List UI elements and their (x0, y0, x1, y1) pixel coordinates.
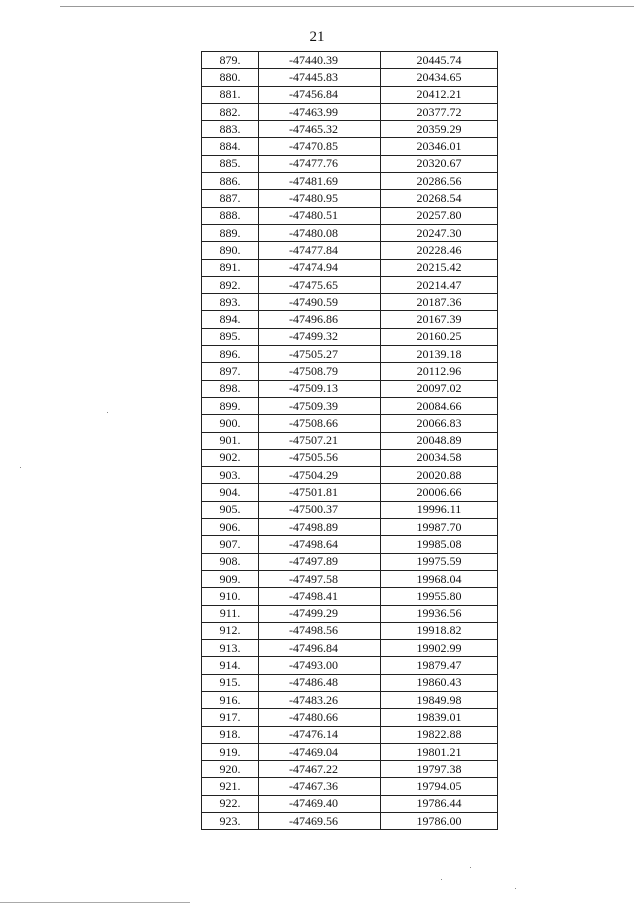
coordinates-table-body (202, 52, 498, 830)
x-coordinate-cell: -47490.59 (259, 294, 381, 311)
table-row (202, 622, 498, 639)
y-coordinate-cell: 19985.08 (381, 536, 498, 553)
table-row (202, 155, 498, 172)
point-number-cell: 900. (202, 415, 259, 432)
y-coordinate-cell: 20139.18 (381, 346, 498, 363)
point-number-cell: 907. (202, 536, 259, 553)
table-row (202, 778, 498, 795)
table-row (202, 103, 498, 120)
y-coordinate-cell: 19801.21 (381, 743, 498, 760)
table-row (202, 121, 498, 138)
y-coordinate-cell: 19797.38 (381, 761, 498, 778)
table-row (202, 795, 498, 812)
x-coordinate-cell: -47474.94 (259, 259, 381, 276)
x-coordinate-cell: -47501.81 (259, 484, 381, 501)
table-row (202, 207, 498, 224)
table-row (202, 276, 498, 293)
scan-speck (107, 412, 108, 413)
y-coordinate-cell: 20228.46 (381, 242, 498, 259)
point-number-cell: 888. (202, 207, 259, 224)
table-row (202, 294, 498, 311)
point-number-cell: 901. (202, 432, 259, 449)
table-row (202, 743, 498, 760)
table-row (202, 449, 498, 466)
x-coordinate-cell: -47508.79 (259, 363, 381, 380)
scan-speck (441, 879, 442, 880)
table-row (202, 173, 498, 190)
point-number-cell: 890. (202, 242, 259, 259)
scan-speck (20, 467, 21, 468)
point-number-cell: 905. (202, 501, 259, 518)
table-row (202, 674, 498, 691)
y-coordinate-cell: 19936.56 (381, 605, 498, 622)
x-coordinate-cell: -47445.83 (259, 69, 381, 86)
x-coordinate-cell: -47476.14 (259, 726, 381, 743)
y-coordinate-cell: 19860.43 (381, 674, 498, 691)
point-number-cell: 879. (202, 52, 259, 69)
y-coordinate-cell: 20097.02 (381, 380, 498, 397)
y-coordinate-cell: 20377.72 (381, 103, 498, 120)
x-coordinate-cell: -47469.04 (259, 743, 381, 760)
point-number-cell: 896. (202, 346, 259, 363)
point-number-cell: 884. (202, 138, 259, 155)
x-coordinate-cell: -47500.37 (259, 501, 381, 518)
x-coordinate-cell: -47477.76 (259, 155, 381, 172)
table-row (202, 467, 498, 484)
x-coordinate-cell: -47467.22 (259, 761, 381, 778)
table-row (202, 397, 498, 414)
y-coordinate-cell: 20215.42 (381, 259, 498, 276)
x-coordinate-cell: -47486.48 (259, 674, 381, 691)
y-coordinate-cell: 20434.65 (381, 69, 498, 86)
y-coordinate-cell: 19902.99 (381, 640, 498, 657)
x-coordinate-cell: -47480.66 (259, 709, 381, 726)
y-coordinate-cell: 20112.96 (381, 363, 498, 380)
x-coordinate-cell: -47480.08 (259, 224, 381, 241)
point-number-cell: 881. (202, 86, 259, 103)
point-number-cell: 906. (202, 519, 259, 536)
y-coordinate-cell: 20412.21 (381, 86, 498, 103)
y-coordinate-cell: 19822.88 (381, 726, 498, 743)
point-number-cell: 913. (202, 640, 259, 657)
y-coordinate-cell: 20066.83 (381, 415, 498, 432)
x-coordinate-cell: -47498.41 (259, 588, 381, 605)
table-row (202, 726, 498, 743)
table-row (202, 640, 498, 657)
y-coordinate-cell: 19794.05 (381, 778, 498, 795)
y-coordinate-cell: 20034.58 (381, 449, 498, 466)
x-coordinate-cell: -47504.29 (259, 467, 381, 484)
table-row (202, 813, 498, 830)
point-number-cell: 921. (202, 778, 259, 795)
x-coordinate-cell: -47477.84 (259, 242, 381, 259)
point-number-cell: 895. (202, 328, 259, 345)
point-number-cell: 918. (202, 726, 259, 743)
y-coordinate-cell: 20160.25 (381, 328, 498, 345)
table-row (202, 691, 498, 708)
table-row (202, 501, 498, 518)
y-coordinate-cell: 20084.66 (381, 397, 498, 414)
point-number-cell: 908. (202, 553, 259, 570)
x-coordinate-cell: -47440.39 (259, 52, 381, 69)
y-coordinate-cell: 20020.88 (381, 467, 498, 484)
y-coordinate-cell: 19987.70 (381, 519, 498, 536)
point-number-cell: 912. (202, 622, 259, 639)
point-number-cell: 889. (202, 224, 259, 241)
table-row (202, 224, 498, 241)
x-coordinate-cell: -47480.95 (259, 190, 381, 207)
point-number-cell: 894. (202, 311, 259, 328)
y-coordinate-cell: 20445.74 (381, 52, 498, 69)
x-coordinate-cell: -47508.66 (259, 415, 381, 432)
x-coordinate-cell: -47499.29 (259, 605, 381, 622)
x-coordinate-cell: -47498.56 (259, 622, 381, 639)
table-row (202, 536, 498, 553)
table-row (202, 605, 498, 622)
point-number-cell: 917. (202, 709, 259, 726)
table-row (202, 311, 498, 328)
point-number-cell: 919. (202, 743, 259, 760)
table-row (202, 484, 498, 501)
point-number-cell: 891. (202, 259, 259, 276)
table-row (202, 432, 498, 449)
x-coordinate-cell: -47456.84 (259, 86, 381, 103)
y-coordinate-cell: 20048.89 (381, 432, 498, 449)
y-coordinate-cell: 19786.44 (381, 795, 498, 812)
y-coordinate-cell: 20286.56 (381, 173, 498, 190)
y-coordinate-cell: 20346.01 (381, 138, 498, 155)
point-number-cell: 899. (202, 397, 259, 414)
x-coordinate-cell: -47509.13 (259, 380, 381, 397)
point-number-cell: 914. (202, 657, 259, 674)
table-row (202, 519, 498, 536)
footnote-rule (0, 902, 190, 903)
point-number-cell: 923. (202, 813, 259, 830)
point-number-cell: 883. (202, 121, 259, 138)
x-coordinate-cell: -47480.51 (259, 207, 381, 224)
x-coordinate-cell: -47498.89 (259, 519, 381, 536)
x-coordinate-cell: -47493.00 (259, 657, 381, 674)
y-coordinate-cell: 20247.30 (381, 224, 498, 241)
scan-speck (515, 888, 516, 889)
table-row (202, 553, 498, 570)
x-coordinate-cell: -47496.86 (259, 311, 381, 328)
y-coordinate-cell: 19968.04 (381, 570, 498, 587)
table-row (202, 138, 498, 155)
point-number-cell: 915. (202, 674, 259, 691)
x-coordinate-cell: -47505.56 (259, 449, 381, 466)
x-coordinate-cell: -47465.32 (259, 121, 381, 138)
x-coordinate-cell: -47483.26 (259, 691, 381, 708)
x-coordinate-cell: -47469.40 (259, 795, 381, 812)
point-number-cell: 887. (202, 190, 259, 207)
x-coordinate-cell: -47475.65 (259, 276, 381, 293)
y-coordinate-cell: 20187.36 (381, 294, 498, 311)
x-coordinate-cell: -47505.27 (259, 346, 381, 363)
x-coordinate-cell: -47498.64 (259, 536, 381, 553)
point-number-cell: 880. (202, 69, 259, 86)
y-coordinate-cell: 19786.00 (381, 813, 498, 830)
point-number-cell: 916. (202, 691, 259, 708)
scan-speck (470, 867, 471, 868)
y-coordinate-cell: 19918.82 (381, 622, 498, 639)
y-coordinate-cell: 19849.98 (381, 691, 498, 708)
y-coordinate-cell: 19975.59 (381, 553, 498, 570)
point-number-cell: 886. (202, 173, 259, 190)
point-number-cell: 882. (202, 103, 259, 120)
x-coordinate-cell: -47469.56 (259, 813, 381, 830)
table-row (202, 761, 498, 778)
y-coordinate-cell: 19839.01 (381, 709, 498, 726)
point-number-cell: 920. (202, 761, 259, 778)
point-number-cell: 902. (202, 449, 259, 466)
top-rule (60, 6, 634, 7)
x-coordinate-cell: -47507.21 (259, 432, 381, 449)
table-row (202, 363, 498, 380)
point-number-cell: 885. (202, 155, 259, 172)
table-row (202, 415, 498, 432)
table-row (202, 52, 498, 69)
table-row (202, 657, 498, 674)
table-row (202, 242, 498, 259)
page-number: 21 (309, 29, 325, 45)
point-number-cell: 909. (202, 570, 259, 587)
point-number-cell: 911. (202, 605, 259, 622)
table-row (202, 69, 498, 86)
x-coordinate-cell: -47497.58 (259, 570, 381, 587)
coordinates-table (201, 51, 498, 830)
table-row (202, 190, 498, 207)
table-row (202, 346, 498, 363)
x-coordinate-cell: -47497.89 (259, 553, 381, 570)
point-number-cell: 897. (202, 363, 259, 380)
y-coordinate-cell: 20268.54 (381, 190, 498, 207)
table-row (202, 709, 498, 726)
y-coordinate-cell: 19996.11 (381, 501, 498, 518)
y-coordinate-cell: 20320.67 (381, 155, 498, 172)
x-coordinate-cell: -47509.39 (259, 397, 381, 414)
table-row (202, 588, 498, 605)
x-coordinate-cell: -47467.36 (259, 778, 381, 795)
x-coordinate-cell: -47481.69 (259, 173, 381, 190)
point-number-cell: 903. (202, 467, 259, 484)
point-number-cell: 910. (202, 588, 259, 605)
y-coordinate-cell: 20214.47 (381, 276, 498, 293)
table-row (202, 328, 498, 345)
table-row (202, 380, 498, 397)
y-coordinate-cell: 19879.47 (381, 657, 498, 674)
table-row (202, 259, 498, 276)
y-coordinate-cell: 19955.80 (381, 588, 498, 605)
y-coordinate-cell: 20257.80 (381, 207, 498, 224)
table-row (202, 570, 498, 587)
x-coordinate-cell: -47463.99 (259, 103, 381, 120)
y-coordinate-cell: 20006.66 (381, 484, 498, 501)
x-coordinate-cell: -47496.84 (259, 640, 381, 657)
point-number-cell: 898. (202, 380, 259, 397)
y-coordinate-cell: 20359.29 (381, 121, 498, 138)
point-number-cell: 904. (202, 484, 259, 501)
point-number-cell: 893. (202, 294, 259, 311)
x-coordinate-cell: -47499.32 (259, 328, 381, 345)
y-coordinate-cell: 20167.39 (381, 311, 498, 328)
point-number-cell: 892. (202, 276, 259, 293)
x-coordinate-cell: -47470.85 (259, 138, 381, 155)
point-number-cell: 922. (202, 795, 259, 812)
table-row (202, 86, 498, 103)
